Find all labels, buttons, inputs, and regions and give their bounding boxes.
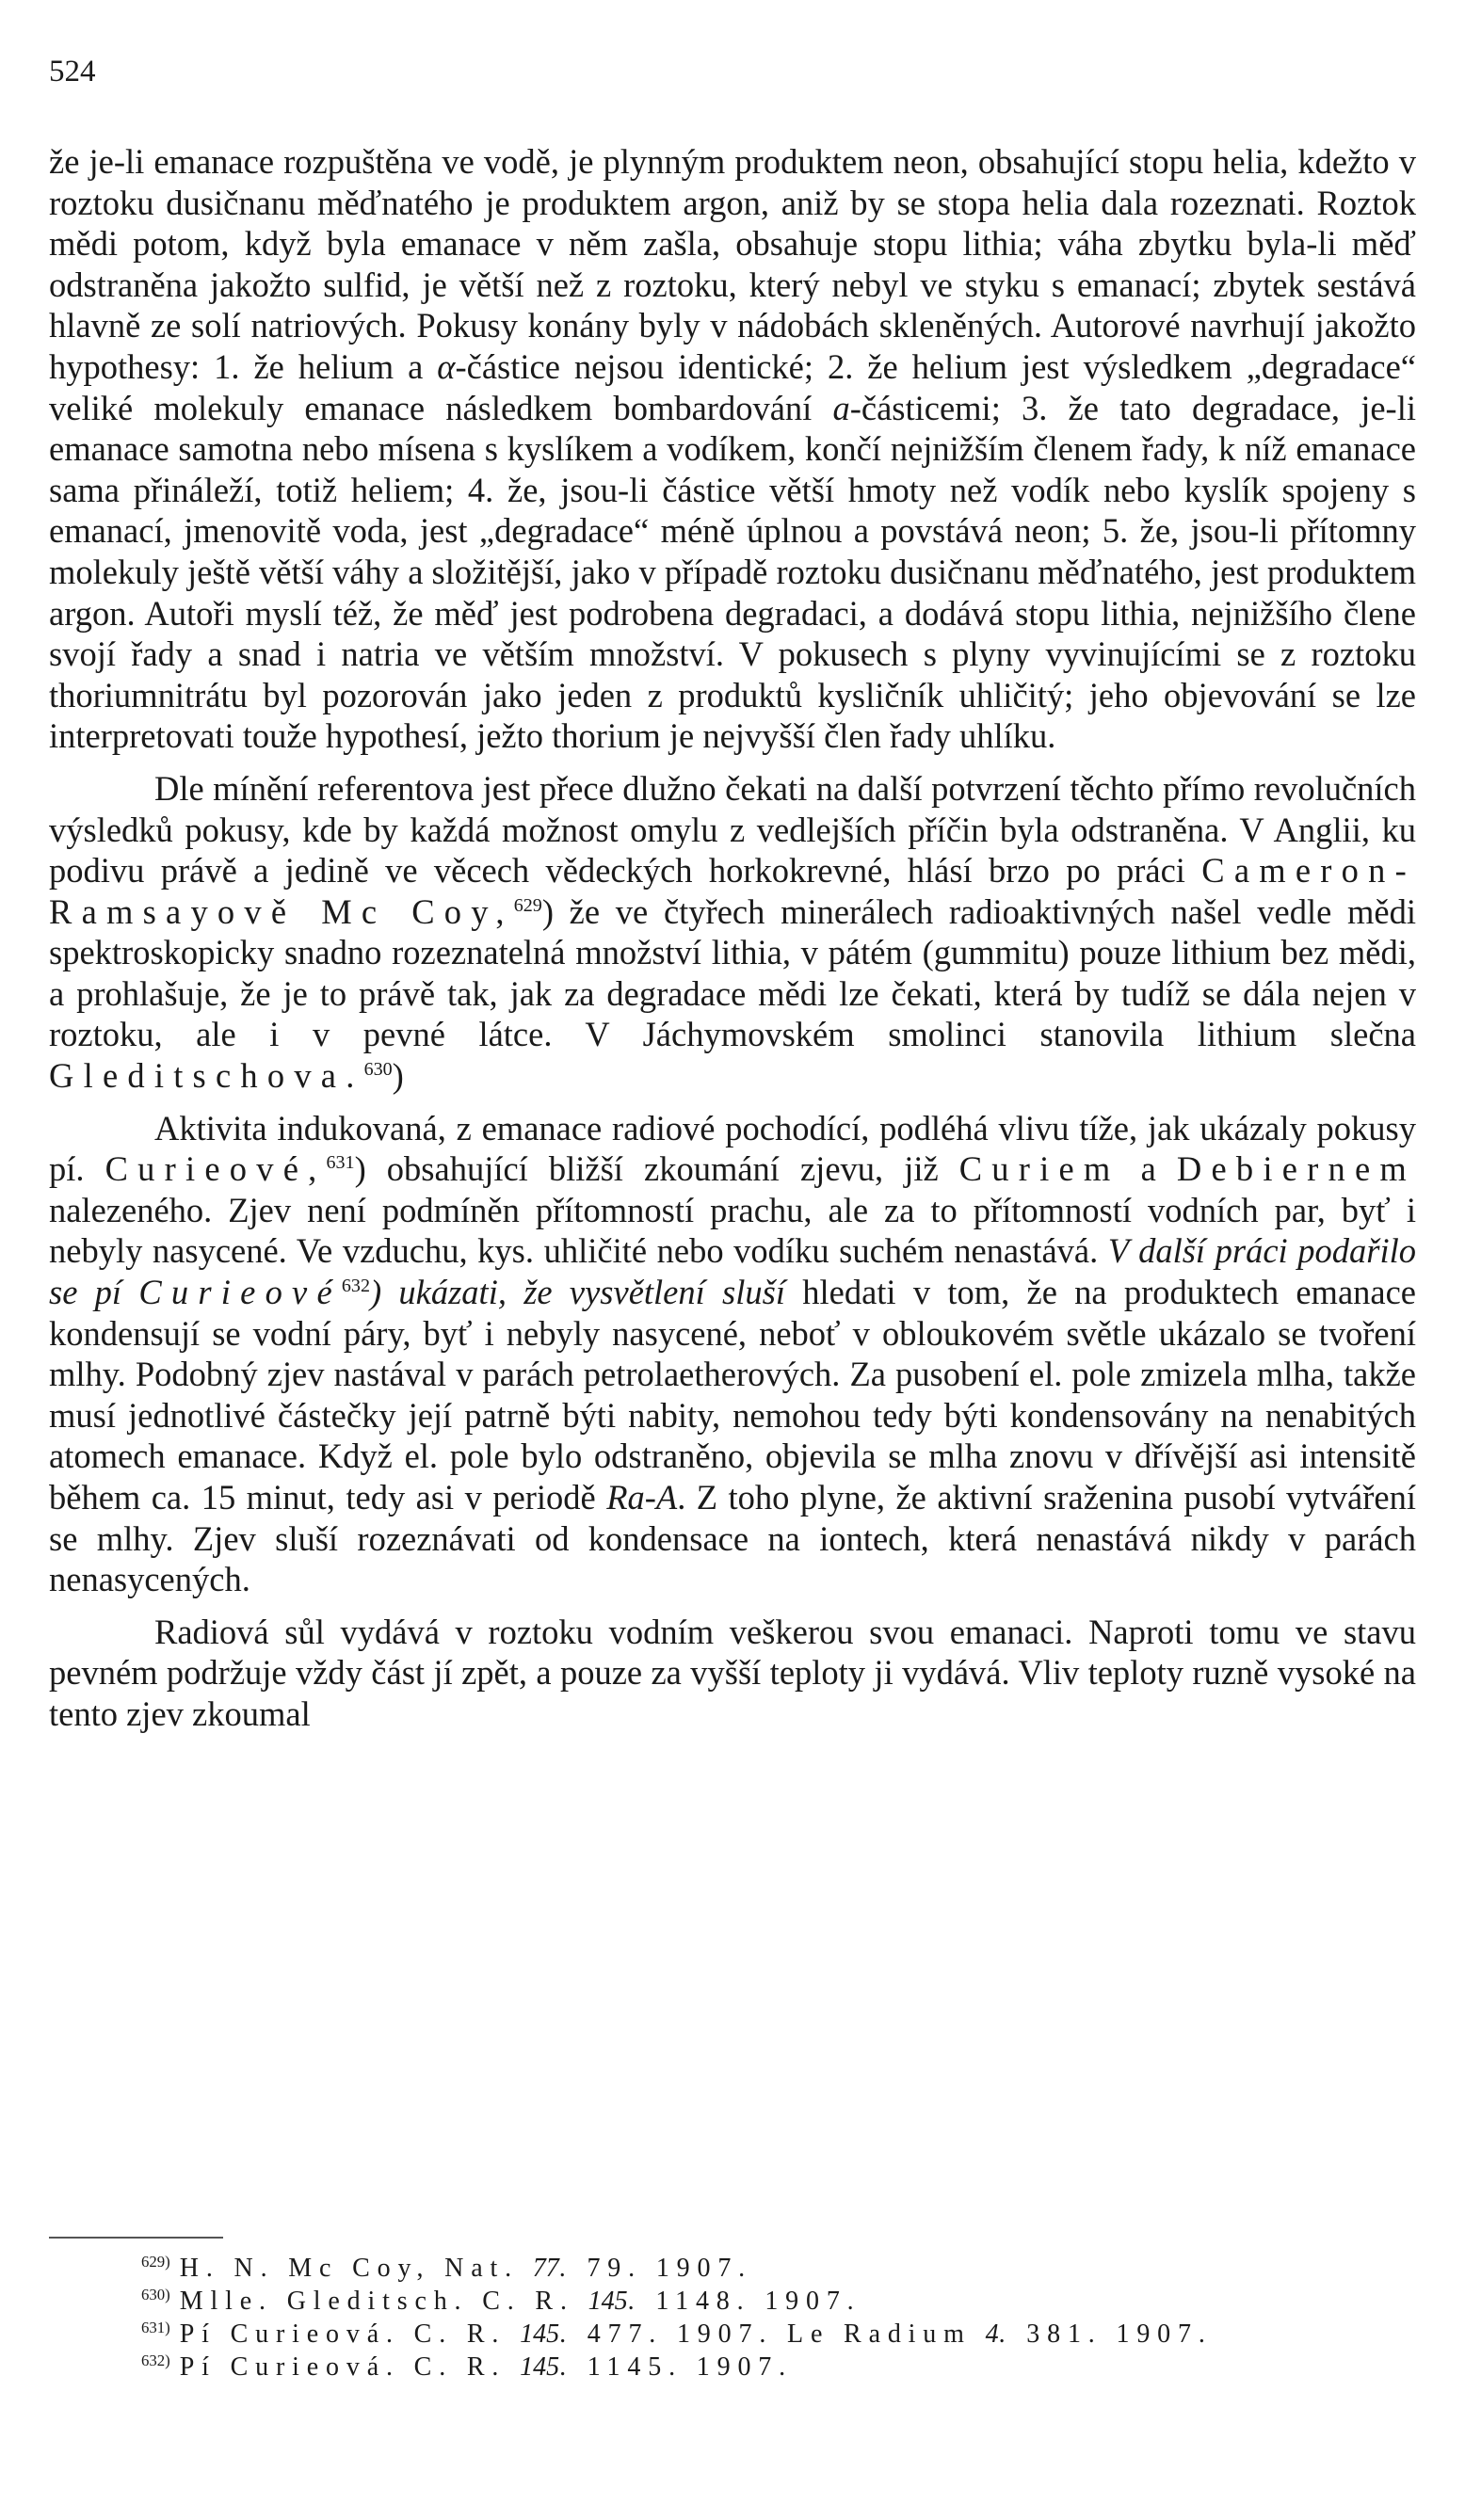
footnote-volume: 145 bbox=[520, 2352, 560, 2382]
paragraph-4 bbox=[49, 1612, 1416, 1735]
footnote-mark: 632) bbox=[141, 2351, 170, 2369]
footnote-volume: 145 bbox=[520, 2319, 560, 2349]
footnote-text: . 79. 1907. bbox=[558, 2254, 753, 2283]
footnote-volume: 77 bbox=[532, 2254, 559, 2283]
text-run: ) bbox=[392, 1056, 404, 1096]
author-name: Debiernem bbox=[1176, 1149, 1416, 1189]
footnote-text: H. N. Mc Coy, Nat. bbox=[179, 2254, 533, 2283]
paragraph-2 bbox=[49, 768, 1416, 1097]
alpha-italic: a bbox=[832, 388, 850, 427]
text-run: že je-li emanace rozpuštěna ve vodě, je plynným produktem neon, obsahující stopu helia, kdežto v roztoku dusičnanu měďnatého je produktem argon, aniž by se stopa helia dala rozeznati. Roztok mědi potom, když byla emanace v něm zašla, obsahuje stopu lithia; váha zbytku byla-li měď odstraněna jakožto sulfid, je větší než z roztoku, který nebyl ve styku s emanací; zbytek sestává hlavně ze solí natriových. Pokusy konány byly v nádobách skleněných. Autorové navrhují jakožto hypothesy: 1. že helium a bbox=[49, 142, 1416, 386]
footnote-divider bbox=[49, 2237, 223, 2239]
footnote-mark: 630) bbox=[141, 2285, 170, 2303]
author-name: Curiem bbox=[958, 1149, 1120, 1189]
page-number: 524 bbox=[49, 55, 96, 88]
text-run: Radiová sůl vydává v roztoku vodním veškerou svou emanaci. Naproti tomu ve stavu pevném podržuje vždy část jí zpět, a pouze za vyšší teploty ji vydává. Vliv teploty ruzně vysoké na tento zjev zkoumal bbox=[49, 1612, 1416, 1733]
footnote-text: . 1148. 1907. bbox=[627, 2287, 861, 2316]
footnote-text: . 477. 1907. Le Radium bbox=[559, 2319, 986, 2349]
author-name: Gleditschova. bbox=[49, 1056, 364, 1096]
footnote-text: Pí Curieová. C. R. bbox=[179, 2319, 521, 2349]
main-text bbox=[49, 141, 1416, 1735]
footnotes bbox=[141, 2252, 1365, 2384]
author-name: Curieové bbox=[138, 1273, 342, 1312]
footnote-631 bbox=[141, 2318, 1365, 2351]
text-run: nalezeného. Zjev není podmíněn přítomností prachu, ale za to přítomností vodních par, byť i nebyly nasycené. Ve vzduchu, kys. uhličité nebo vodíku suchém nenastává. bbox=[49, 1190, 1416, 1271]
italic-run: Ra-A bbox=[606, 1478, 678, 1517]
footnote-volume: 4 bbox=[985, 2319, 999, 2349]
footnote-630 bbox=[141, 2285, 1365, 2318]
italic-run: ) ukázati, že vysvětlení sluší bbox=[369, 1273, 785, 1312]
footnote-volume: 145 bbox=[588, 2287, 628, 2316]
footnote-mark: 631) bbox=[141, 2318, 170, 2336]
text-run: . Z toho plyne, že aktivní sraženina pusobí vytváření se mlhy. Zjev sluší rozeznávati od kondensace na iontech, která nenastává nikdy v parách nenasycených. bbox=[49, 1478, 1416, 1599]
footnote-632 bbox=[141, 2351, 1365, 2384]
footnote-mark: 629) bbox=[141, 2252, 170, 2271]
footnote-ref: 631 bbox=[326, 1152, 355, 1174]
footnote-ref: 629 bbox=[513, 894, 542, 916]
text-run: a bbox=[1119, 1149, 1177, 1189]
author-name: Curieové, bbox=[105, 1149, 327, 1189]
footnote-text: . 381. 1907. bbox=[998, 2319, 1213, 2349]
text-run: -částicemi; 3. že tato degradace, je-li emanace samotna nebo mísena s kyslíkem a vodíkem, končí nejnižším členem řady, k níž emanace sama přináleží, totiž heliem; 4. že, jsou-li částice větší hmoty než vodík nebo kyslík spojeny s emanací, jmenovitě voda, jest „degradace“ méně úplnou a povstává neon; 5. že, jsou-li přítomny molekuly ještě větší váhy a složitější, jako v případě roztoku dusičnanu měďnatého, jest produktem argon. Autoři myslí též, že měď jest podrobena degradaci, a dodává stopu lithia, nejnižšího člene svojí řady a snad i natria ve větším množství. V pokusech s plyny vyvinujícími se z roztoku thoriumnitrátu byl pozorován jako jeden z produktů kysličník uhličitý; jeho objevování se lze interpretovati touže hypothesí, ježto thorium je nejvyšší člen řady uhlíku. bbox=[49, 388, 1416, 756]
footnote-text: . 1145. 1907. bbox=[559, 2352, 793, 2382]
footnote-ref: 630 bbox=[363, 1058, 393, 1080]
footnote-text: Pí Curieová. C. R. bbox=[179, 2352, 521, 2382]
author-name: Cameron-Ramsayově Mc Coy, bbox=[49, 851, 1416, 931]
footnote-ref: 632 bbox=[341, 1275, 370, 1296]
text-run: ) že ve čtyřech minerálech radioaktivných našel vedle mědi spektroskopicky snadno rozeznatelná množství lithia, v pátém (gummitu) pouze lithium bez mědi, a prohlašuje, že je to právě tak, jak za degradace mědi lze čekati, která by tudíž se dála nejen v roztoku, ale i v pevné látce. V Jáchymovském smolinci stanovila lithium slečna bbox=[49, 891, 1416, 1054]
footnote-629 bbox=[141, 2252, 1365, 2285]
text-run: Dle mínění referentova jest přece dlužno čekati na další potvrzení těchto přímo revolučních výsledků pokusy, kde by každá možnost omylu z vedlejších příčin byla odstraněna. V Anglii, ku podivu právě a jedině ve věcech vědeckých horkokrevné, hlásí brzo po práci bbox=[49, 768, 1416, 891]
text-run: Aktivita indukovaná, z emanace radiové pochodící, podléhá vlivu tíže, jak ukázaly pokusy pí. bbox=[49, 1108, 1416, 1189]
text-run: hledati v tom, že na produktech emanace kondensují se vodní páry, byť i nebyly nasycené, neboť v obloukovém světle ukázalo se tvoření mlhy. Podobný zjev nastával v parách petrolaetherových. Za pusobení el. pole zmizela mlha, takže musí jednotlivé částečky její patrně býti nabity, nemohou tedy býti kondensovány na nenabitých atomech emanace. Když el. pole bylo odstraněno, objevila se mlha znovu v dřívější asi intensitě během ca. 15 minut, tedy asi v periodě bbox=[49, 1273, 1416, 1517]
footnote-text: Mlle. Gleditsch. C. R. bbox=[179, 2287, 588, 2316]
text-run: -částice nejsou identické; 2. že helium jest výsledkem „degradace“ veliké molekuly emanace následkem bombardování bbox=[49, 346, 1416, 427]
alpha-symbol: α bbox=[437, 346, 456, 386]
paragraph-1 bbox=[49, 141, 1416, 757]
paragraph-3 bbox=[49, 1108, 1416, 1600]
text-run: ) obsahující bližší zkoumání zjevu, již bbox=[354, 1149, 959, 1189]
italic-run: V další práci podařilo se pí bbox=[49, 1231, 1416, 1312]
